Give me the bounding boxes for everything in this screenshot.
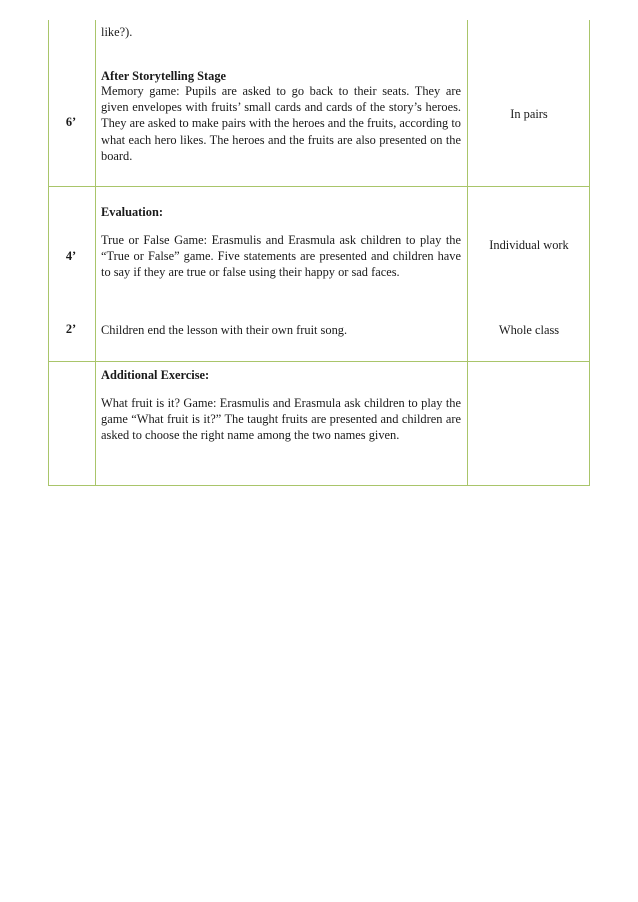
organization-cell: Individual work [489,238,569,252]
activity-description: True or False Game: Erasmulis and Erasmula ask children to play the “True or False” game. Five statements are presented and children have to say if they are true or false using their happy or sad faces. [101,233,461,280]
table-row-separator [48,186,590,187]
organization-cell: In pairs [510,107,548,121]
table-border-right [589,20,590,486]
continuation-text: like?). [101,25,133,39]
table-border-bottom [48,485,590,486]
time-cell: 6’ [65,115,77,129]
activity-description: Memory game: Pupils are asked to go back to their seats. They are given envelopes with fruits’ small cards and cards of the story’s heroes. They are asked to make pairs with the heroes and the fruits, according to what each hero likes. The heroes and the fruits are also presented on the board. [101,84,461,163]
stage-title: Evaluation: [101,205,163,219]
table-divider-time [95,20,96,486]
stage-title: Additional Exercise: [101,368,210,382]
table-divider-organization [467,20,468,486]
time-cell: 4’ [65,249,77,263]
activity-description: What fruit is it? Game: Erasmulis and Erasmula ask children to play the game “What fruit is it?” The taught fruits are presented and children are asked to choose the right name among the two names given. [101,396,461,443]
time-cell: 2’ [65,322,77,336]
organization-cell: Whole class [498,323,560,337]
table-row-separator [48,361,590,362]
activity-description: Children end the lesson with their own fruit song. [101,323,348,337]
stage-title: After Storytelling Stage [101,69,227,83]
